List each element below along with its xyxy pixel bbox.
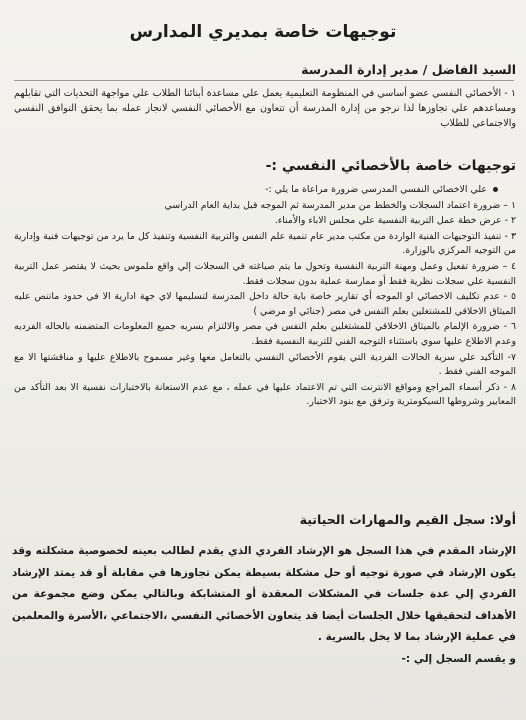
intro-paragraph	[14, 86, 516, 131]
bullet-icon	[493, 187, 498, 192]
list-lead: علي الاخصائي النفسي المدرسي ضرورة مراعاة ما يلي :-	[14, 183, 516, 198]
section-heading-values-register: أولا: سجل القيم والمهارات الحياتية	[299, 512, 516, 527]
divider	[14, 80, 514, 81]
list-item: ٧- التأكيد علي سرية الحالات الفردية التي يقوم الأخصائي النفسي بالتعامل معها وغير مسموح بالاطلاع عليها و مناقشتها الا مع الموجه الفني فقط .	[14, 351, 516, 378]
list-item: ٦ - ضرورة الإلمام بالميثاق الاخلاقي للمشتغلين بعلم النفس في مصر والالتزام بسريه جميع المعلومات المتضمنه بالحاله الفرديه وعدم الاطلاع عليها سوي باستثناء التوجيه الفني للتربية النفسية فقط.	[14, 321, 516, 347]
directives-list	[14, 183, 516, 411]
intro-text: ١ - الأخصائي النفسي عضو أساسي في المنظومة التعليمية يعمل علي مساعدة أبنائنا الطلاب علي مواجهة التحديات التي تقابلهم ومساعدهم علي تجاوزها لذا نرجو من إدارة المدرسة أن تتعاون مع الأخصائي النفسي لانجاز عمله بما يحقق التوافق النفسي والاجتماعي للطلاب	[14, 88, 516, 129]
list-item: ١ – ضرورة اعتماد السجلات والخطط من مدير المدرسة ثم الموجه قبل بداية العام الدراسي	[164, 199, 516, 211]
values-register-text: الإرشاد المقدم في هذا السجل هو الإرشاد الفردي الذي يقدم لطالب بعينه لخصوصية مشكلته وقد يكون الإرشاد في صورة توجيه أو حل مشكلة بسيطة يمكن تجاوزها في مقابلة أو قد يمتد الإرشاد الفردي إلي عدة جلسات في المشكلات المعقدة أو المتشابكة وبالتالي يمكن وضع مجموعة من الأهداف لتحقيقها خلال الجلسات أيضا قد يتعاون الأخصائي النفسي ،الاجتماعي ،الأسرة والمعلمين في عملية الإرشاد بما لا يخل بالسرية .	[11, 545, 516, 643]
values-register-paragraph	[12, 541, 516, 670]
list-item: ٥ - عدم تكليف الاخصائي او الموجه أي تقارير خاصة باية حالة داخل المدرسة لتسليمها لاي جهة ادارية الا في حدود ماتنص عليه الميثاق الاخلاقي للمشتغلين بعلم النفس في مصر (جنائي او مرضي )	[14, 291, 516, 317]
section-heading-psychologist: توجيهات خاصة بالأخصائي النفسي :-	[265, 158, 516, 174]
values-register-ending: و يقسم السجل إلي :-	[401, 652, 516, 665]
list-item: ٢ - عرض خطة عمل التربية النفسية علي مجلس الاباء والأمناء.	[274, 215, 516, 227]
list-item: ٨ - ذكر أسماء المراجع ومواقع الانترنت التي تم الاعتماد عليها في عمله ، مع عدم الاستعانة بالاختبارات نفسية الا بعد التأكد من المعايير وشروطها السيكومترية وترفق مع بنود الاختبار.	[14, 381, 516, 408]
list-item: ٣ - تنفيذ التوجيهات الفنية الواردة من مكتب مدير عام تنمية علم النفس والتربية النفسية وتنفيذ كل ما يرد من توجيهات فنية وإدارية من التوجيه المركزي بالوزارة.	[14, 230, 516, 257]
list-item: ٤ – ضرورة تفعيل وعمل ومهنة التربية النفسية وتحول ما يتم صياغته في السجلات إلي واقع ملموس بحيث لا يقتصر عمل التربية النفسية علي سجلات نظرية فقط أو ممارسة عملية بدون سجلات فقط.	[14, 260, 516, 287]
salutation: السيد الفاضل / مدير إدارة المدرسة	[301, 62, 516, 77]
page-title: توجيهات خاصة بمديري المدارس	[129, 22, 397, 42]
